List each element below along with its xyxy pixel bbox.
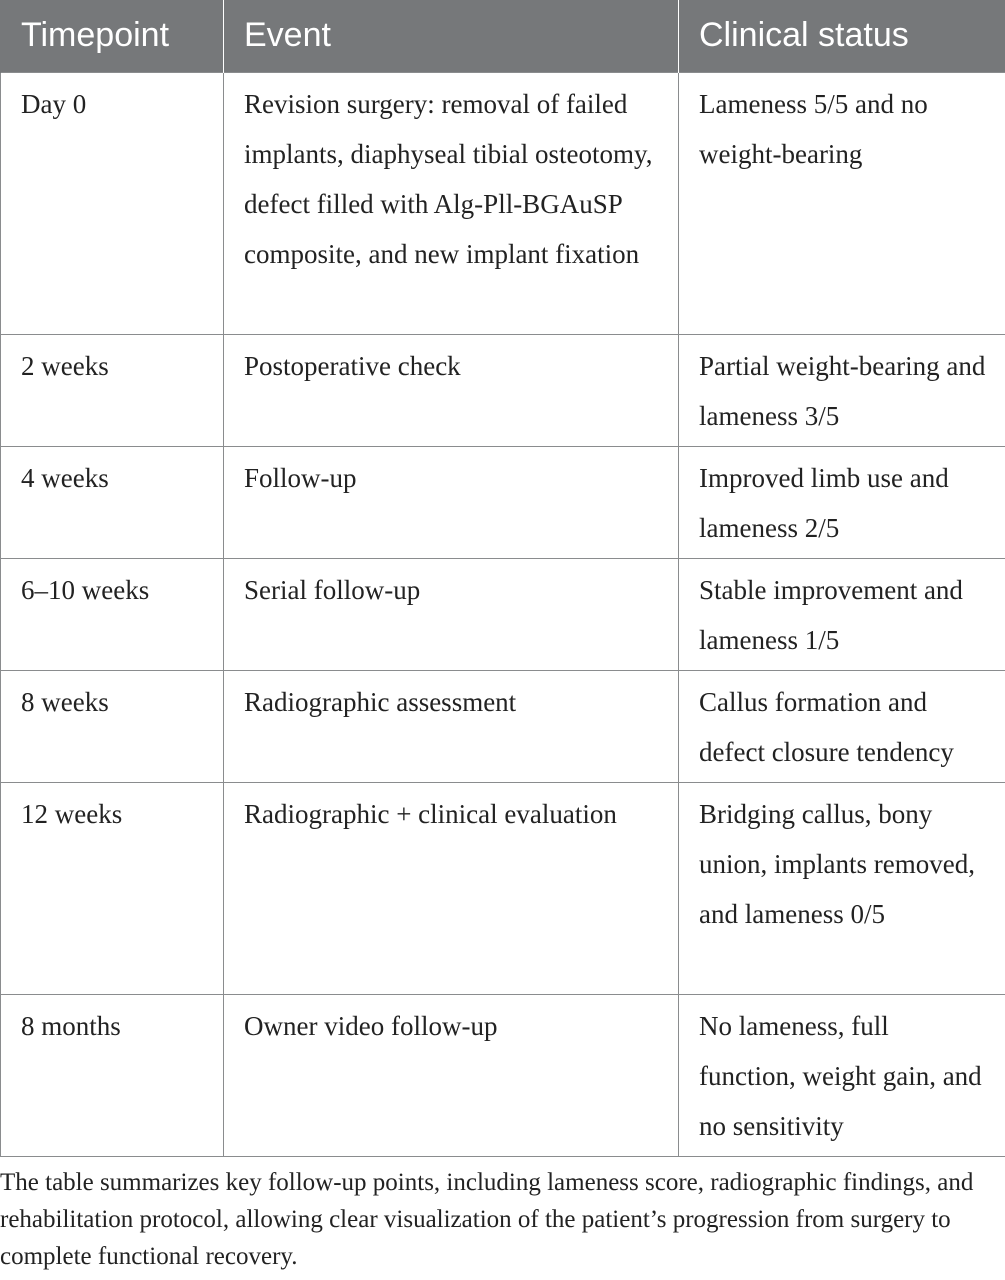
event-cell: Postoperative check <box>224 334 679 446</box>
event-cell: Revision surgery: removal of failed implants, diaphyseal tibial osteotomy, defect filled with Alg-Pll-BGAuSP composite, and new implant fixation <box>224 72 679 334</box>
table-caption: The table summarizes key follow-up points, including lameness score, radiographic findings, and rehabilitation protocol, allowing clear visualization of the patient’s progression from surgery to complete functional recovery. <box>0 1169 974 1270</box>
clinical-status-cell: Bridging callus, bony union, implants removed, and lameness 0/5 <box>679 782 1005 994</box>
header-timepoint: Timepoint <box>1 0 224 72</box>
timepoint-cell: Day 0 <box>1 72 224 334</box>
timepoint-cell: 8 weeks <box>1 670 224 782</box>
table-row <box>1 994 1005 1156</box>
header-row <box>1 0 1005 72</box>
table-row <box>1 670 1005 782</box>
event-cell: Radiographic assessment <box>224 670 679 782</box>
timepoint-cell: 2 weeks <box>1 334 224 446</box>
clinical-status-cell: Callus formation and defect closure tendency <box>679 670 1005 782</box>
event-cell: Owner video follow-up <box>224 994 679 1156</box>
header-clinical-status: Clinical status <box>679 0 1005 72</box>
table-row <box>1 334 1005 446</box>
clinical-status-cell: Stable improvement and lameness 1/5 <box>679 558 1005 670</box>
timepoint-cell: 4 weeks <box>1 446 224 558</box>
clinical-status-cell: Partial weight-bearing and lameness 3/5 <box>679 334 1005 446</box>
event-cell: Follow-up <box>224 446 679 558</box>
table-row <box>1 72 1005 334</box>
clinical-status-cell: Lameness 5/5 and no weight-bearing <box>679 72 1005 334</box>
clinical-status-cell: Improved limb use and lameness 2/5 <box>679 446 1005 558</box>
event-cell: Radiographic + clinical evaluation <box>224 782 679 994</box>
clinical-status-cell: No lameness, full function, weight gain, and no sensitivity <box>679 994 1005 1156</box>
timepoint-cell: 12 weeks <box>1 782 224 994</box>
timepoint-cell: 8 months <box>1 994 224 1156</box>
table-row <box>1 782 1005 994</box>
event-cell: Serial follow-up <box>224 558 679 670</box>
table-row <box>1 446 1005 558</box>
header-event: Event <box>224 0 679 72</box>
timepoint-cell: 6–10 weeks <box>1 558 224 670</box>
table-row <box>1 558 1005 670</box>
